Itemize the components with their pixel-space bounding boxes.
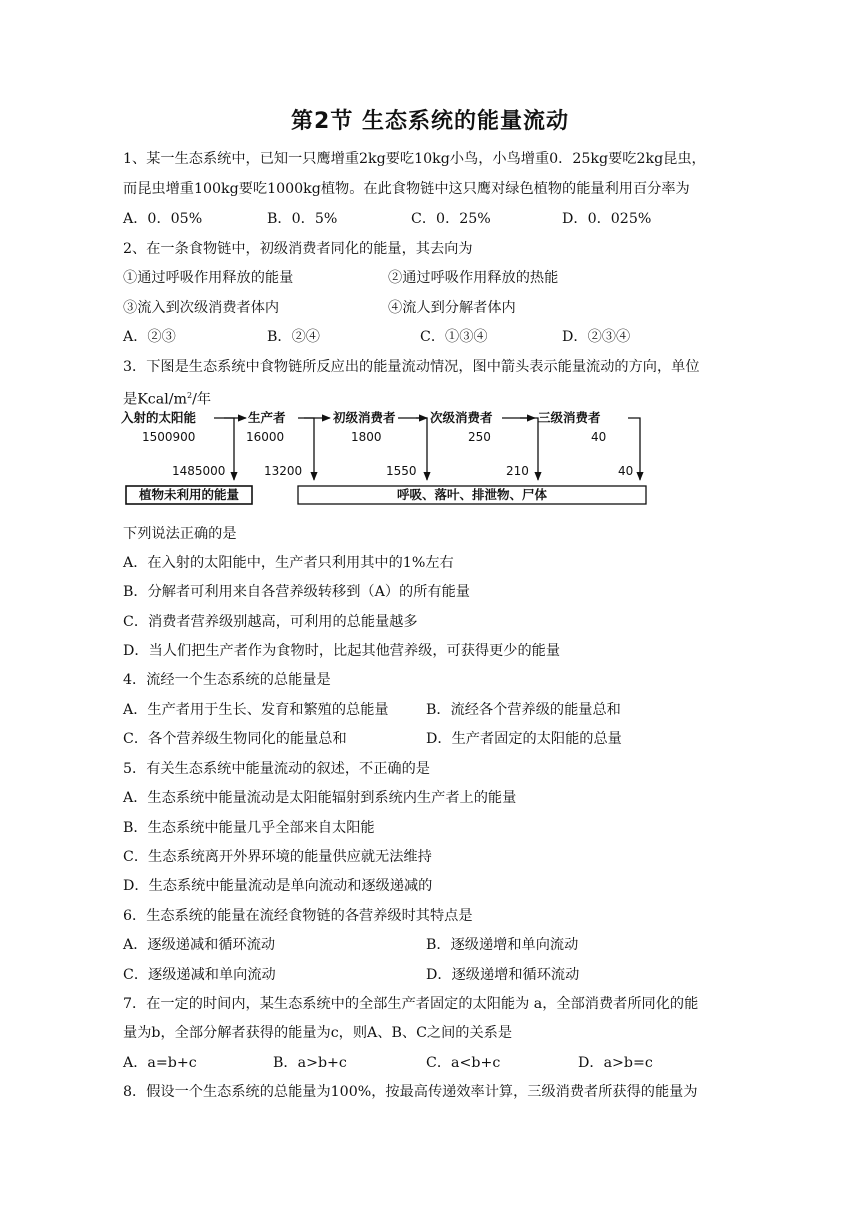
q4-option-a: A．生产者用于生长、发育和繁殖的总能量 — [123, 702, 389, 718]
page-title: 第2节 生态系统的能量流动 — [291, 109, 569, 134]
q6-stem: 6．生态系统的能量在流经食物链的各营养级时其特点是 — [123, 908, 473, 924]
q8-stem-line1: 8．假设一个生态系统的总能量为100%，按最高传递效率计算，三级消费者所获得的能量为 — [123, 1084, 698, 1100]
loss-value-sun: 1485000 — [172, 464, 226, 478]
decomposer-label: 呼吸、落叶、排泄物、尸体 — [396, 487, 548, 502]
q7-option-d: D．a>b=c — [578, 1055, 653, 1071]
q7-option-b: B．a>b+c — [273, 1055, 347, 1071]
q7-stem-line1: 7．在一定的时间内，某生态系统中的全部生产者固定的太阳能为 a，全部消费者所同化的能 — [123, 996, 699, 1012]
q2-option-b: B．②④ — [267, 329, 320, 345]
q2-item-1: ①通过呼吸作用释放的能量 — [123, 270, 294, 286]
q3-stem-line1: 3．下图是生态系统中食物链所反应出的能量流动情况，图中箭头表示能量流动的方向，单位 — [123, 359, 700, 375]
loss-arrow-producer — [304, 418, 314, 480]
q6-option-d: D．逐级递增和循环流动 — [426, 967, 580, 983]
q4-stem: 4．流经一个生态系统的总能量是 — [123, 672, 331, 688]
node-value-primary: 1800 — [351, 430, 382, 444]
q5-option-b: B．生态系统中能量几乎全部来自太阳能 — [123, 820, 375, 836]
q2-option-a: A．②③ — [123, 329, 176, 345]
q1-option-d: D．0．025% — [562, 211, 652, 227]
q7-option-a: A．a=b+c — [123, 1055, 197, 1071]
q6-option-c: C．逐级递减和单向流动 — [123, 967, 276, 983]
energy-flow-diagram — [118, 406, 658, 510]
q1-option-c: C．0．25% — [411, 211, 491, 227]
q5-option-d: D．生态系统中能量流动是单向流动和逐级递减的 — [123, 878, 433, 894]
q4-option-d: D．生产者固定的太阳能的总量 — [426, 731, 622, 747]
q3-option-c: C．消费者营养级别越高，可利用的总能量越多 — [123, 614, 418, 630]
q2-item-4: ④流人到分解者体内 — [388, 300, 516, 316]
q3-option-b: B．分解者可利用来自各营养级转移到（A）的所有能量 — [123, 584, 470, 600]
q3-stem-line2: 是Kcal/$m^2/$年 — [123, 391, 212, 408]
q5-option-c: C．生态系统离开外界环境的能量供应就无法维持 — [123, 849, 432, 865]
q4-option-b: B．流经各个营养级的能量总和 — [426, 702, 621, 718]
loss-value-tertiary: 40 — [618, 464, 634, 478]
q6-option-b: B．逐级递增和单向流动 — [426, 937, 579, 953]
loss-value-producer: 13200 — [264, 464, 303, 478]
q4-option-c: C．各个营养级生物同化的能量总和 — [123, 731, 347, 747]
q2-item-3: ③流入到次级消费者体内 — [123, 300, 280, 316]
node-value-secondary: 250 — [468, 430, 491, 444]
q2-option-d: D．②③④ — [562, 329, 631, 345]
q2-stem: 2、在一条食物链中，初级消费者同化的能量，其去向为 — [123, 241, 473, 257]
node-label-primary: 初级消费者 — [333, 410, 396, 425]
node-label-sun: 入射的太阳能 — [121, 410, 197, 425]
node-label-producer: 生产者 — [248, 410, 286, 425]
node-value-sun: 1500900 — [142, 430, 196, 444]
q1-stem-line2: 而昆虫增重100kg要吃1000kg植物。在此食物链中这只鹰对绿色植物的能量利用百分率为 — [123, 181, 690, 197]
q1-option-b: B．0．5% — [267, 211, 338, 227]
q3-prompt: 下列说法正确的是 — [123, 526, 237, 542]
q1-option-a: A．0．05% — [123, 211, 203, 227]
q2-item-2: ②通过呼吸作用释放的热能 — [388, 270, 559, 286]
loss-value-primary: 1550 — [386, 464, 417, 478]
loss-arrow-sun — [224, 418, 234, 480]
unused-energy-label: 植物未利用的能量 — [138, 487, 240, 502]
q5-stem: 5．有关生态系统中能量流动的叙述，不正确的是 — [123, 761, 430, 777]
q7-stem-line2: 量为b，全部分解者获得的能量为c，则A、B、C之间的关系是 — [123, 1025, 513, 1041]
q7-option-c: C．a<b+c — [426, 1055, 501, 1071]
node-value-tertiary: 40 — [591, 430, 607, 444]
node-value-producer: 16000 — [246, 430, 285, 444]
q2-option-c: C．①③④ — [420, 329, 488, 345]
q6-option-a: A．逐级递减和循环流动 — [123, 937, 276, 953]
q3-option-a: A．在入射的太阳能中，生产者只利用其中的1%左右 — [123, 555, 454, 571]
loss-value-secondary: 210 — [506, 464, 529, 478]
q5-option-a: A．生态系统中能量流动是太阳能辐射到系统内生产者上的能量 — [123, 790, 517, 806]
q1-stem-line1: 1、某一生态系统中，已知一只鹰增重2kg要吃10kg小鸟，小鸟增重0．25kg要吃2kg昆虫， — [123, 151, 706, 167]
loss-arrow-primary — [416, 418, 427, 480]
q3-option-d: D．当人们把生产者作为食物时，比起其他营养级，可获得更少的能量 — [123, 643, 561, 659]
node-label-secondary: 次级消费者 — [430, 410, 493, 425]
node-label-tertiary: 三级消费者 — [538, 410, 601, 425]
